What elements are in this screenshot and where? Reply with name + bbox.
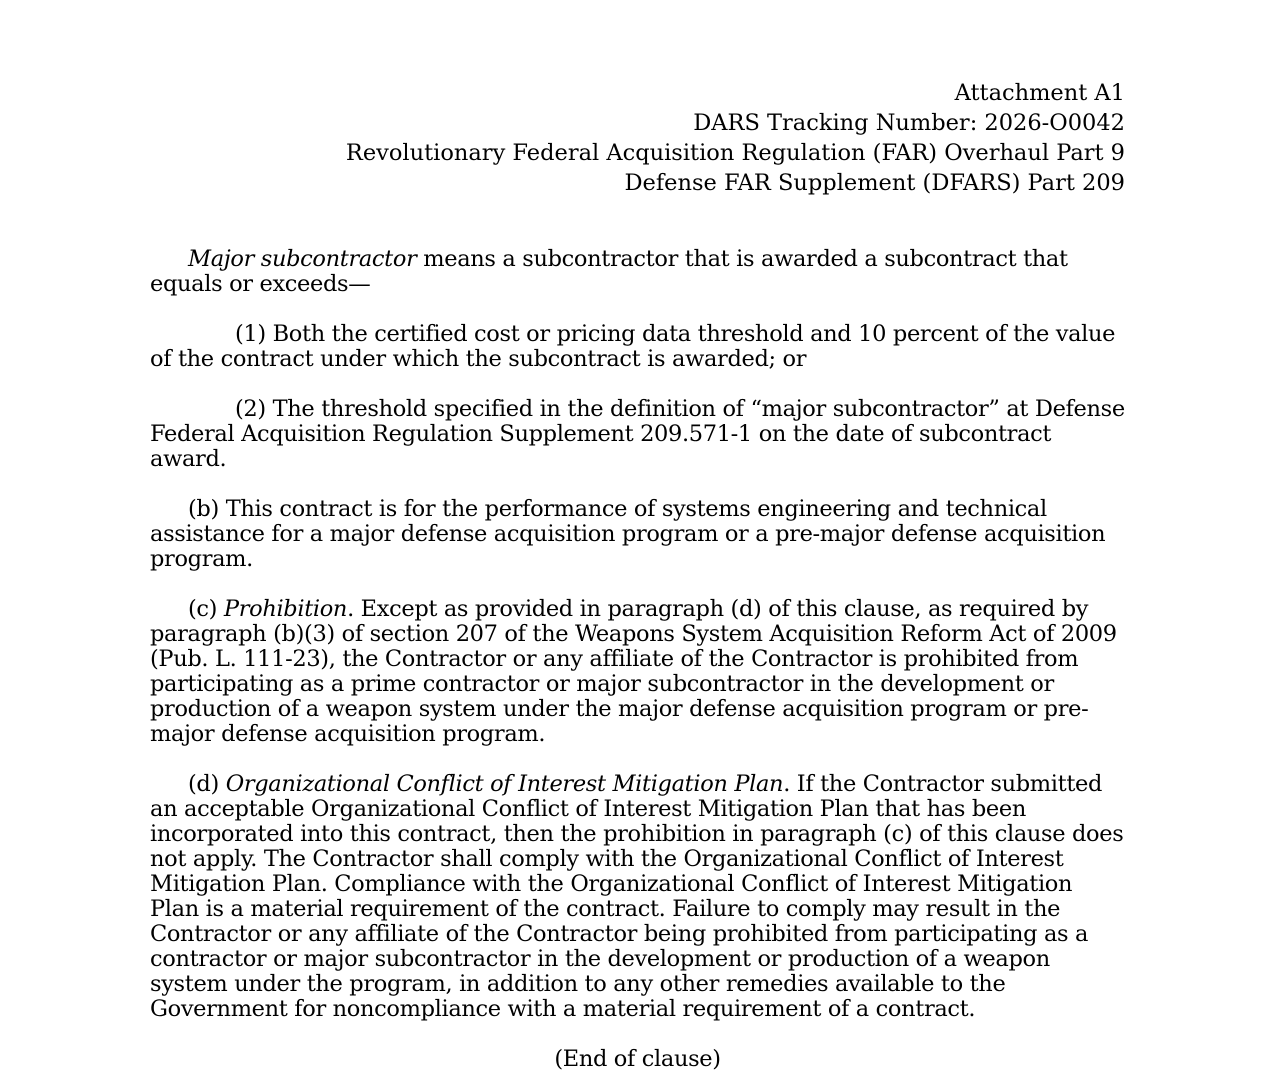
paragraph-c-text: . Except as provided in paragraph (d) of this clause, as required by paragraph (b)(3) of section 207 of the Weapons System Acquisition Reform Act of 2009 (Pub. L. 111-23), the Contractor or any affiliate of the Contractor is prohibited from participating as a prime contractor or major subcontractor in the development or production of a weapon system under the major defense acquisition program or pre-major defense acquisition program. — [150, 596, 1117, 747]
definition-item-1: (1) Both the certified cost or pricing data threshold and 10 percent of the value of the contract under which the subcontract is awarded; or — [150, 321, 1116, 372]
paragraph-d-label: (d) — [188, 771, 226, 797]
paragraph-d-heading: Organizational Conflict of Interest Mitigation Plan — [225, 771, 784, 797]
paragraph-c — [150, 597, 1125, 747]
dfars-part-title: Defense FAR Supplement (DFARS) Part 209 — [624, 170, 1125, 196]
defined-term: Major subcontractor — [188, 246, 417, 272]
end-of-clause: (End of clause) — [554, 1046, 721, 1072]
paragraph-b: (b) This contract is for the performance of systems engineering and technical assistance for a major defense acquisition program or a pre-major defense acquisition program. — [150, 496, 1106, 572]
definition-text: means a subcontractor that is awarded a subcontract that equals or exceeds— — [150, 246, 1068, 297]
paragraph-d-text: . If the Contractor submitted an acceptable Organizational Conflict of Interest Mitigation Plan that has been incorporated into this contract, then the prohibition in paragraph (c) of this clause does not apply. The Contractor shall comply with the Organizational Conflict of Interest Mitigation Plan. Compliance with the Organizational Conflict of Interest Mitigation Plan is a material requirement of the contract. Failure to comply may result in the Contractor or any affiliate of the Contractor being prohibited from participating as a contractor or major subcontractor in the development or production of a weapon system under the program, in addition to any other remedies available to the Government for noncompliance with a material requirement of a contract. — [150, 771, 1124, 1022]
clause-body — [150, 247, 1125, 1072]
tracking-number: DARS Tracking Number: 2026-O0042 — [693, 110, 1125, 136]
far-part-title: Revolutionary Federal Acquisition Regulation (FAR) Overhaul Part 9 — [345, 140, 1125, 166]
paragraph-c-heading: Prohibition — [223, 596, 348, 622]
paragraph-c-label: (c) — [188, 596, 224, 622]
attachment-label: Attachment A1 — [954, 80, 1125, 106]
definition-item-2: (2) The threshold specified in the definition of “major subcontractor” at Defense Federal Acquisition Regulation Supplement 209.571-1 on the date of subcontract award. — [150, 396, 1125, 472]
paragraph-d — [150, 772, 1125, 1022]
document-header — [346, 78, 1125, 198]
definition-major-subcontractor — [150, 247, 1125, 297]
